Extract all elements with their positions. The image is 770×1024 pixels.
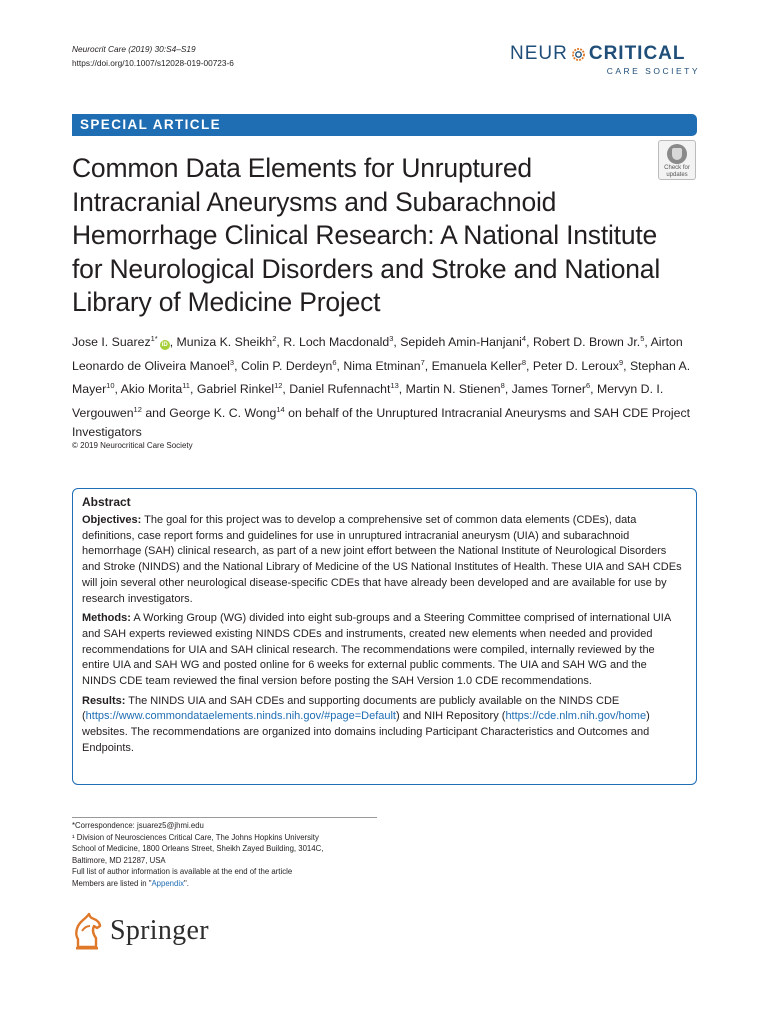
author-name (177, 335, 277, 349)
author-affiliation-number: 1* (150, 334, 158, 343)
author-affiliation-number: 8 (521, 357, 526, 367)
author-name-text: Stephan A. Mayer (72, 358, 691, 397)
author-affiliation-number: 2 (272, 334, 277, 343)
objectives-text: The goal for this project was to develop a comprehensive set of common data elements (CDEs), data definitions, case report forms and guidelines for use in unruptured intracranial aneurysm (UIA) and subarachnoid hemorrhage (SAH) clinical research, as part of a new joint effort between the National Institute of Neurological Disorders and Stroke (NINDS) and the National Library of Medicine of the US National Institutes of Health. These UIA and SAH CDEs will join several other neurological disease-specific CDEs that have already been developed and are available for use by research investigators. (82, 514, 682, 605)
author-name-text: Jose I. Suarez (72, 335, 151, 350)
journal-citation: Neurocrit Care (2019) 30:S4–S19 (72, 44, 196, 54)
article-type-label: SPECIAL ARTICLE (80, 117, 222, 132)
check-for-updates-button[interactable] (658, 140, 696, 180)
doi-link[interactable]: https://doi.org/10.1007/s12028-019-00723-6 (72, 58, 234, 68)
correspondence-note: *Correspondence: jsuarez5@jhmi.edu (72, 821, 204, 830)
author-name (533, 359, 623, 373)
abstract-heading: Abstract (82, 495, 131, 509)
orcid-icon[interactable]: iD (161, 342, 168, 349)
check-updates-line2: updates (666, 171, 688, 178)
journal-meta (72, 42, 234, 70)
author-affiliation-number: 7 (420, 357, 425, 367)
abstract-methods (82, 611, 682, 690)
author-affiliation-number: 14 (276, 404, 285, 414)
logo-subtitle: CARE SOCIETY (606, 66, 700, 76)
springer-horse-icon (72, 911, 104, 951)
author-affiliation-number: 3 (389, 334, 394, 343)
methods-text: A Working Group (WG) divided into eight sub-groups and a Steering Committee comprised of international UIA and SAH experts reviewed existing NINDS CDEs and instruments, created new elements when needed and provided recommendations for UIA and SAH clinical research. The recommendations were compiled, internally reviewed by the entire UIA and SAH WG and posted online for 6 weeks for external public comments. The UIA and SAH WG and the NINDS CDE team reviewed the final version before posting the SAH Version 1.0 CDE recommendations. (82, 612, 671, 688)
objectives-label: Objectives: (82, 514, 142, 526)
footnote-divider (72, 817, 377, 818)
author-name-text: Peter D. Leroux (532, 358, 619, 373)
nih-repository-link[interactable]: https://cde.nlm.nih.gov/home (505, 710, 647, 723)
author-name (512, 382, 590, 396)
results-text-2: ) and NIH Repository ( (396, 710, 506, 723)
members-prefix: Members are listed in " (72, 878, 152, 888)
author-name-text: Akio Morita (120, 382, 183, 397)
society-logo (510, 44, 700, 80)
author-name-text: Colin P. Derdeyn (240, 358, 333, 373)
authors-connector: and (145, 405, 166, 420)
author-name (343, 359, 424, 373)
author-name-text: James Torner (511, 382, 586, 397)
author-name (432, 359, 526, 373)
ninds-cde-link[interactable]: https://www.commondataelements.ninds.nih.gov/#page=Default (85, 710, 396, 723)
bookmark-icon (667, 144, 687, 164)
author-affiliation-number: 6 (585, 381, 591, 390)
author-affiliation-number: 5 (640, 334, 645, 343)
author-name-text: Robert D. Brown Jr. (532, 335, 641, 350)
author-name (121, 382, 190, 396)
author-name-text: Airton Leonardo de Oliveira Manoel (72, 335, 683, 373)
gear-ring-icon (570, 46, 587, 63)
affiliation-line-2: School of Medicine, 1800 Orleans Street, Sheikh Zayed Building, 3014C, (72, 844, 324, 853)
author-name-text: Nima Etminan (343, 358, 421, 373)
author-name (400, 335, 526, 349)
results-label: Results: (82, 694, 126, 707)
author-name-text: Mervyn D. I. Vergouwen (72, 382, 664, 420)
abstract-box (72, 488, 697, 785)
article-title: Common Data Elements for Unruptured Intracranial Aneurysms and Subarachnoid Hemorrhage Clinical Research: A National Institute for Neurological Disorders and Stroke and National Library of Medicine Project (72, 153, 661, 317)
author-name (241, 359, 337, 373)
author-affiliation-number: 3 (229, 357, 235, 367)
abstract-results (82, 694, 682, 757)
copyright-notice: © 2019 Neurocritical Care Society (72, 441, 193, 450)
author-affiliation-number: 4 (521, 334, 527, 343)
members-suffix: ". (183, 878, 189, 888)
author-list: Jose I. Suarez$^{1*}$iD , Muniza K. Sheikh$^2$, R. Loch Macdonald$^3$, Sepideh Amin-Hanjani$^4$, Robert D. Brown Jr.$^5$, Airton Leonardo de Oliveira Manoel$^3$, Colin P. Derdeyn$^6$, Nima Etminan$^7$, Emanuela Keller$^8$, Peter D. Leroux$^9$, Stephan A. Mayer$^{10}$, Akio Morita$^{11}$, Gabriel Rinkel$^{12}$, Daniel Rufennacht$^{13}$, Martin N. Stienen$^8$, James Torner$^6$, Mervyn D. I. Vergouwen$^{12}$ and George K. C. Wong$^{14}$ on behalf of the Unruptured Intracranial Aneurysms and SAH CDE Project Investigators (72, 334, 691, 439)
appendix-link[interactable]: Appendix (151, 878, 184, 888)
author-affiliation-number: 9 (618, 357, 624, 367)
logo-word-left: NEUR (510, 43, 568, 64)
author-name-text: Gabriel Rinkel (196, 382, 275, 397)
logo-word-right: CRITICAL (588, 43, 686, 64)
authors-group-note: on behalf of the Unruptured Intracranial Aneurysms and SAH CDE Project Investigators (72, 405, 691, 439)
author-name-text: R. Loch Macdonald (283, 335, 390, 350)
author-name (283, 335, 393, 349)
author-affiliation-number: 10 (106, 381, 115, 390)
check-updates-line1: Check for (664, 165, 690, 171)
author-info-note: Full list of author information is available at the end of the article (72, 867, 293, 876)
article-type-banner (72, 114, 697, 136)
methods-label: Methods: (82, 612, 131, 625)
author-affiliation-number: 6 (332, 357, 337, 367)
results-text-1: The NINDS UIA and SAH CDEs and supporting documents are publicly available on the NINDS CDE ( (82, 694, 620, 723)
footnotes (72, 820, 372, 889)
author-name (533, 335, 644, 349)
author-affiliation-number: 8 (500, 381, 505, 390)
author-affiliation-number: 12 (133, 404, 142, 414)
author-affiliation-number: 11 (182, 381, 190, 390)
author-affiliation-number: 13 (390, 381, 399, 390)
results-text-3: ) websites. The recommendations are organized into domains including Participant Characteristics and Outcomes and Endpoints. (82, 710, 650, 754)
author-affiliation-number: 12 (274, 381, 283, 390)
author-name (197, 382, 283, 396)
author-name-text: George K. C. Wong (169, 405, 277, 420)
author-name-text: Emanuela Keller (431, 358, 522, 373)
author-name-text: Sepideh Amin-Hanjani (400, 335, 522, 350)
author-name-text: Martin N. Stienen (405, 382, 501, 397)
publisher-name: Springer (110, 915, 209, 946)
author-name (72, 335, 170, 349)
publisher-logo (72, 908, 209, 954)
author-name-text: Muniza K. Sheikh (176, 335, 273, 350)
affiliation-line-3: Baltimore, MD 21287, USA (72, 855, 166, 865)
author-name (289, 382, 399, 396)
author-name (169, 406, 284, 420)
author-name (406, 382, 505, 396)
members-note (72, 878, 372, 890)
abstract-objectives (82, 513, 682, 607)
author-name-text: Daniel Rufennacht (289, 382, 391, 397)
affiliation-line-1: ¹ Division of Neurosciences Critical Care, The Johns Hopkins University (72, 832, 319, 842)
